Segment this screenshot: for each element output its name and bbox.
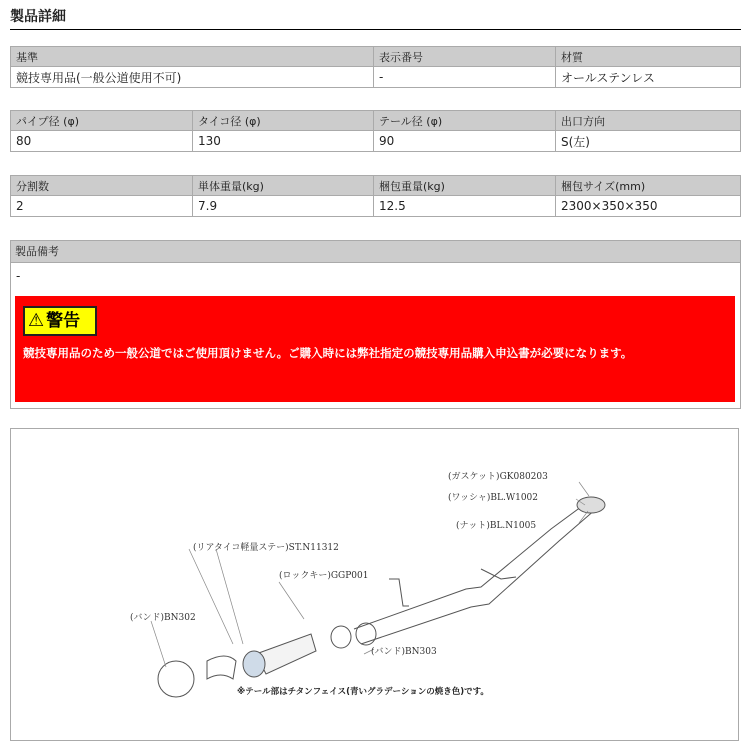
exhaust-parts-diagram xyxy=(10,428,739,741)
page-title: 製品詳細 xyxy=(10,9,66,25)
label-gasket: (ガスケット)GK080203 xyxy=(448,472,548,482)
value-pipe-diameter: 80 xyxy=(11,131,193,152)
value-muffler-diameter: 130 xyxy=(193,131,374,152)
title-divider xyxy=(10,29,741,30)
warning-box xyxy=(15,296,735,402)
header-unit-weight: 単体重量(kg) xyxy=(193,176,374,196)
spec-table-basic xyxy=(10,46,741,88)
remarks-header: 製品備考 xyxy=(11,241,740,263)
header-material: 材質 xyxy=(556,47,741,67)
warning-badge-label: 警告 xyxy=(46,311,81,331)
value-material: オールステンレス xyxy=(556,67,741,88)
label-washer: (ワッシャ)BL.W1002 xyxy=(448,493,538,503)
header-pipe-diameter: パイプ径 (φ) xyxy=(11,111,193,131)
label-rear-muffler-stay: (リアタイコ軽量ステー)ST.N11312 xyxy=(193,543,339,553)
header-pieces: 分割数 xyxy=(11,176,193,196)
value-display-number: - xyxy=(374,67,556,88)
remarks-value: - xyxy=(16,269,21,283)
value-package-weight: 12.5 xyxy=(374,196,556,217)
header-standard: 基準 xyxy=(11,47,374,67)
value-exit-direction: S(左) xyxy=(556,131,741,152)
diagram-note: ※テール部はチタンフェイス(青いグラデーションの焼き色)です。 xyxy=(237,687,489,697)
value-unit-weight: 7.9 xyxy=(193,196,374,217)
label-band-bn302: (バンド)BN302 xyxy=(130,613,196,623)
header-exit-direction: 出口方向 xyxy=(556,111,741,131)
header-display-number: 表示番号 xyxy=(374,47,556,67)
header-package-size: 梱包サイズ(mm) xyxy=(556,176,741,196)
label-nut: (ナット)BL.N1005 xyxy=(456,521,537,531)
warning-triangle-icon: ⚠ xyxy=(28,310,45,331)
spec-table-weight xyxy=(10,175,741,217)
label-lock-key: (ロックキー)GGP001 xyxy=(279,571,369,581)
value-package-size: 2300×350×350 xyxy=(556,196,741,217)
product-remarks xyxy=(10,240,741,409)
warning-badge xyxy=(23,306,97,336)
value-pieces: 2 xyxy=(11,196,193,217)
warning-text: 競技専用品のため一般公道ではご使用頂けません。ご購入時には弊社指定の競技専用品購入申込書が必要になります。 xyxy=(23,346,633,360)
value-standard: 競技専用品(一般公道使用不可) xyxy=(11,67,374,88)
label-band-bn303: (バンド)BN303 xyxy=(371,647,437,657)
value-tail-diameter: 90 xyxy=(374,131,556,152)
header-tail-diameter: テール径 (φ) xyxy=(374,111,556,131)
spec-table-dimensions xyxy=(10,110,741,152)
header-muffler-diameter: タイコ径 (φ) xyxy=(193,111,374,131)
header-package-weight: 梱包重量(kg) xyxy=(374,176,556,196)
